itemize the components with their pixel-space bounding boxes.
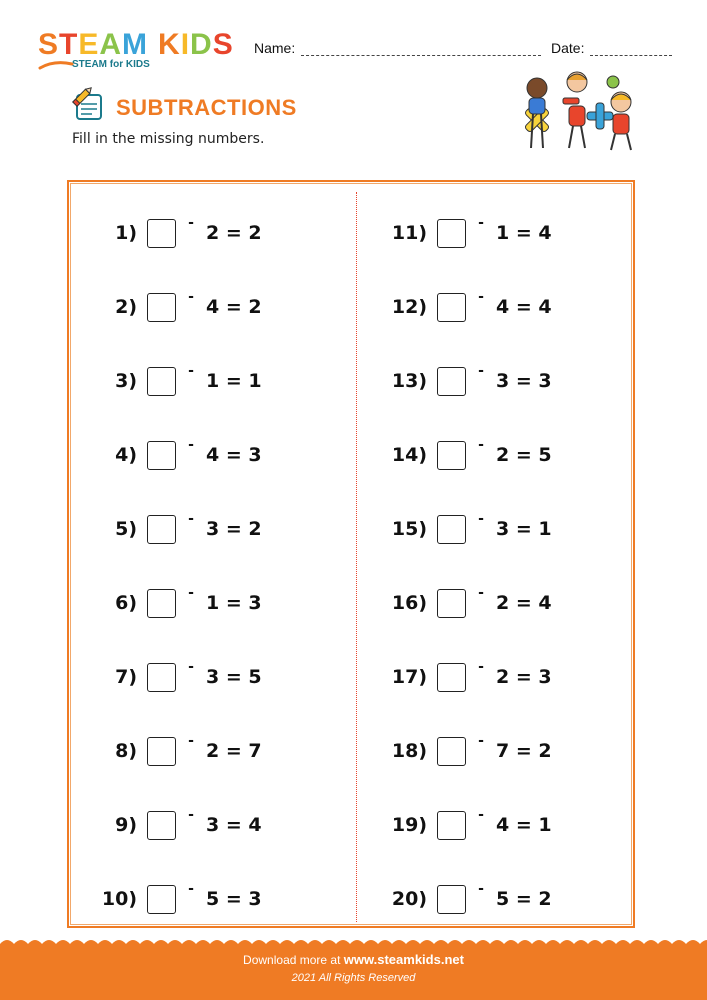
- footer-site-link[interactable]: www.steamkids.net: [343, 952, 464, 967]
- answer-box[interactable]: [437, 367, 466, 396]
- minus-sign: -: [478, 437, 484, 453]
- answer-box[interactable]: [147, 737, 176, 766]
- problem-expression: 2 = 5: [496, 444, 552, 466]
- name-blank-line[interactable]: [301, 44, 541, 56]
- minus-sign: -: [188, 881, 194, 897]
- problem-number: 13): [391, 370, 427, 392]
- minus-sign: -: [188, 363, 194, 379]
- logo-letter: M: [122, 28, 149, 61]
- problem-expression: 1 = 1: [206, 370, 262, 392]
- problem-expression: 3 = 4: [206, 814, 262, 836]
- answer-box[interactable]: [147, 663, 176, 692]
- problems-right-column: [380, 196, 620, 936]
- minus-sign: -: [478, 363, 484, 379]
- problem-row: [380, 714, 620, 788]
- problem-row: [90, 566, 330, 640]
- pencil-paper-icon: [70, 87, 106, 123]
- answer-box[interactable]: [147, 811, 176, 840]
- problem-number: 2): [115, 296, 137, 318]
- name-field[interactable]: [254, 40, 541, 56]
- minus-sign: -: [188, 807, 194, 823]
- answer-box[interactable]: [437, 589, 466, 618]
- logo-letter: K: [158, 28, 181, 61]
- problem-number: 18): [391, 740, 427, 762]
- problem-number: 3): [115, 370, 137, 392]
- minus-sign: -: [478, 733, 484, 749]
- problem-row: [380, 640, 620, 714]
- minus-sign: -: [478, 807, 484, 823]
- answer-box[interactable]: [147, 885, 176, 914]
- problem-expression: 2 = 3: [496, 666, 552, 688]
- problem-number: 8): [115, 740, 137, 762]
- answer-box[interactable]: [437, 737, 466, 766]
- date-label: Date:: [551, 40, 585, 56]
- problem-number: 15): [391, 518, 427, 540]
- problem-expression: 3 = 5: [206, 666, 262, 688]
- problem-expression: 5 = 3: [206, 888, 262, 910]
- problem-row: [380, 862, 620, 936]
- logo-letter: S: [212, 28, 234, 61]
- footer-download-line: [0, 952, 707, 967]
- problem-expression: 7 = 2: [496, 740, 552, 762]
- minus-sign: -: [188, 289, 194, 305]
- answer-box[interactable]: [437, 811, 466, 840]
- name-label: Name:: [254, 40, 296, 56]
- logo-letter: E: [78, 28, 100, 61]
- problem-row: [380, 418, 620, 492]
- problem-row: [380, 492, 620, 566]
- problem-row: [380, 196, 620, 270]
- minus-sign: -: [478, 659, 484, 675]
- answer-box[interactable]: [437, 441, 466, 470]
- instructions: Fill in the missing numbers.: [72, 131, 265, 147]
- problem-row: [90, 492, 330, 566]
- problem-row: [90, 344, 330, 418]
- minus-sign: -: [188, 511, 194, 527]
- answer-box[interactable]: [437, 219, 466, 248]
- problem-row: [380, 566, 620, 640]
- problem-expression: 4 = 3: [206, 444, 262, 466]
- answer-box[interactable]: [147, 293, 176, 322]
- page-title: SUBTRACTIONS: [116, 95, 297, 120]
- logo-letter: D: [190, 28, 213, 61]
- answer-box[interactable]: [437, 885, 466, 914]
- date-field[interactable]: [551, 40, 672, 56]
- problem-row: [380, 344, 620, 418]
- problem-row: [90, 418, 330, 492]
- logo-wordmark: [38, 30, 238, 60]
- problem-number: 1): [115, 222, 137, 244]
- minus-sign: -: [478, 511, 484, 527]
- problem-number: 12): [391, 296, 427, 318]
- problem-row: [90, 714, 330, 788]
- problem-number: 7): [115, 666, 137, 688]
- problem-number: 16): [391, 592, 427, 614]
- problem-number: 14): [391, 444, 427, 466]
- column-divider: [356, 192, 357, 922]
- problem-expression: 3 = 3: [496, 370, 552, 392]
- problem-expression: 2 = 4: [496, 592, 552, 614]
- answer-box[interactable]: [437, 293, 466, 322]
- logo-subtitle: STEAM for KIDS: [72, 59, 150, 70]
- problem-number: 5): [115, 518, 137, 540]
- date-blank-line[interactable]: [590, 44, 672, 56]
- problem-expression: 2 = 7: [206, 740, 262, 762]
- kids-math-symbols-illustration: [515, 68, 645, 156]
- minus-sign: -: [478, 289, 484, 305]
- minus-sign: -: [478, 585, 484, 601]
- minus-sign: -: [478, 881, 484, 897]
- logo-letter: S: [38, 28, 60, 61]
- problem-number: 4): [115, 444, 137, 466]
- answer-box[interactable]: [147, 441, 176, 470]
- problem-row: [90, 640, 330, 714]
- problem-expression: 1 = 3: [206, 592, 262, 614]
- problems-left-column: [90, 196, 330, 936]
- problem-number: 9): [115, 814, 137, 836]
- problem-number: 6): [115, 592, 137, 614]
- answer-box[interactable]: [147, 367, 176, 396]
- answer-box[interactable]: [437, 663, 466, 692]
- problem-row: [90, 862, 330, 936]
- problem-row: [90, 196, 330, 270]
- logo-letter: I: [180, 28, 191, 61]
- footer-download-text: Download more at: [243, 953, 341, 967]
- minus-sign: -: [188, 585, 194, 601]
- minus-sign: -: [478, 215, 484, 231]
- problem-number: 17): [391, 666, 427, 688]
- answer-box[interactable]: [147, 589, 176, 618]
- problem-expression: 2 = 2: [206, 222, 262, 244]
- problem-row: [90, 788, 330, 862]
- problem-number: 10): [101, 888, 137, 910]
- problem-expression: 4 = 2: [206, 296, 262, 318]
- logo-letter: T: [59, 28, 79, 61]
- steam-kids-logo: [38, 30, 238, 75]
- minus-sign: -: [188, 733, 194, 749]
- problem-expression: 1 = 4: [496, 222, 552, 244]
- problem-expression: 4 = 4: [496, 296, 552, 318]
- answer-box[interactable]: [147, 515, 176, 544]
- logo-letter: A: [99, 28, 123, 61]
- problem-row: [380, 270, 620, 344]
- footer-rights: 2021 All Rights Reserved: [291, 972, 416, 984]
- problem-row: [90, 270, 330, 344]
- logo-swoosh-icon: [38, 58, 74, 72]
- problem-number: 19): [391, 814, 427, 836]
- minus-sign: -: [188, 437, 194, 453]
- answer-box[interactable]: [147, 219, 176, 248]
- problem-number: 11): [391, 222, 427, 244]
- problem-expression: 3 = 1: [496, 518, 552, 540]
- problem-expression: 5 = 2: [496, 888, 552, 910]
- answer-box[interactable]: [437, 515, 466, 544]
- problem-expression: 4 = 1: [496, 814, 552, 836]
- problem-number: 20): [391, 888, 427, 910]
- problem-row: [380, 788, 620, 862]
- minus-sign: -: [188, 215, 194, 231]
- problem-expression: 3 = 2: [206, 518, 262, 540]
- minus-sign: -: [188, 659, 194, 675]
